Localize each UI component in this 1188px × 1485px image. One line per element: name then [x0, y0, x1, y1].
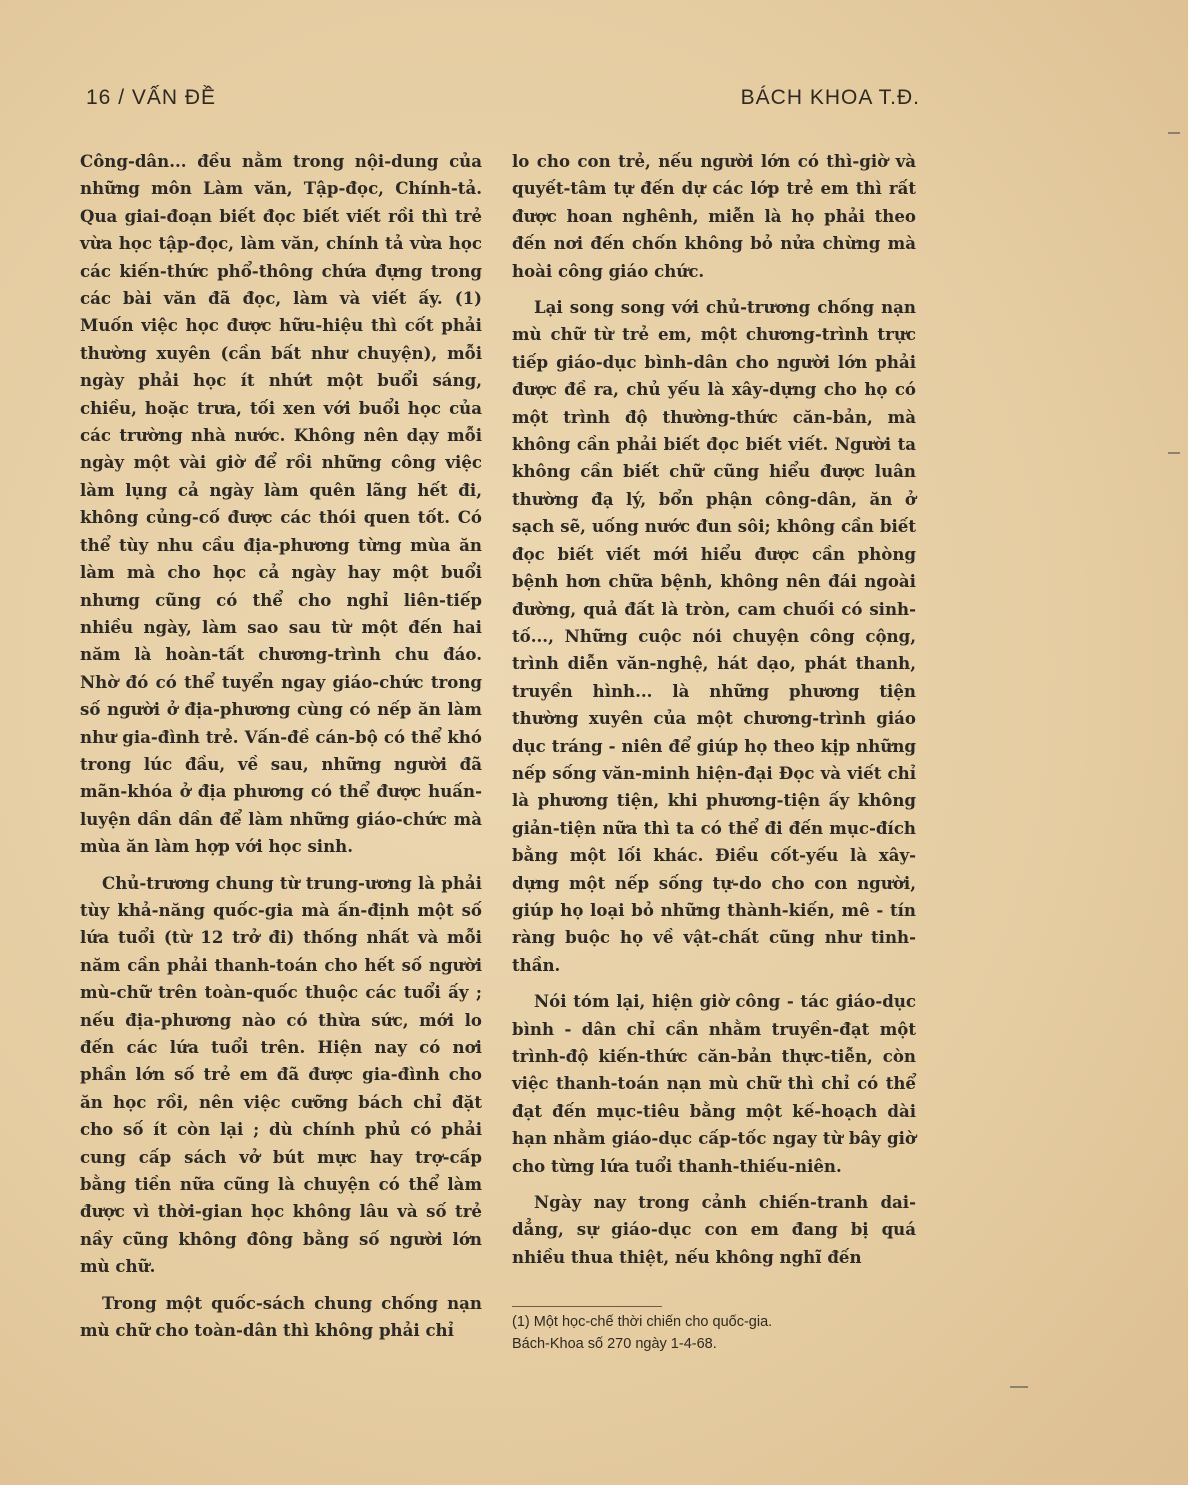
header-page-section: 16 / VẤN ĐỀ: [86, 86, 217, 109]
paragraph: lo cho con trẻ, nếu người lớn có thì-giờ và quyết-tâm tự đến dự các lớp trẻ em thì rất được hoan nghênh, miễn là họ phải theo đến nơi đến chốn không bỏ nửa chừng mà hoài công giáo chức.: [512, 151, 916, 281]
paragraph: Lại song song với chủ-trương chống nạn mù chữ từ trẻ em, một chương-trình trực tiếp giáo-dục bình-dân cho người lớn phải được đề ra, chủ yếu là xây-dựng cho họ có một trình độ thường-thức căn-bản, mà không cần phải biết đọc biết viết. Người ta không cần biết chữ cũng hiểu được luân thường đạ lý, bổn phận công-dân, ăn ở sạch sẽ, uống nước đun sôi; không cần biết đọc biết viết mới hiểu được cần phòng bệnh hơn chữa bệnh, không nên đái ngoài đường, quả đất là tròn, cam chuối có sinh-tố..., Những cuộc nói chuyện công cộng, trình diễn văn-nghệ, hát dạo, phát thanh, truyền hình... là những phương tiện thường xuyên của một chương-trình giáo dục tráng - niên để giúp họ theo kịp những nếp sống văn-minh hiện-đại Đọc và viết chỉ là phương tiện, khi phương-tiện ấy không giản-tiện nữa thì ta có thể đi đến mục-đích bằng một lối khác. Điều cốt-yếu là xây-dựng một nếp sống tự-do cho con người, giúp họ loại bỏ những thành-kiến, mê - tín ràng buộc họ về vật-chất cũng như tinh-thần.: [512, 297, 916, 975]
paragraph: Nói tóm lại, hiện giờ công - tác giáo-dục bình - dân chỉ cần nhằm truyền-đạt một trình-độ kiến-thức căn-bản thực-tiễn, còn việc thanh-toán nạn mù chữ thì chỉ có thể đạt đến mục-tiêu bằng một kế-hoạch dài hạn nhằm giáo-dục cấp-tốc ngay từ bây giờ cho từng lứa tuổi thanh-thiếu-niên.: [512, 991, 916, 1176]
footnote: [512, 1306, 916, 1355]
footnote-line: Bách-Khoa số 270 ngày 1-4-68.: [512, 1336, 717, 1352]
footnote-line: (1) Một học-chế thời chiến cho quốc-gia.: [512, 1314, 773, 1330]
paragraph: Trong một quốc-sách chung chống nạn mù chữ cho toàn-dân thì không phải chỉ: [80, 1292, 482, 1341]
paragraph: Ngày nay trong cảnh chiến-tranh dai-dẳng, sự giáo-dục con em đang bị quá nhiều thua thiệt, nếu không nghĩ đến: [512, 1192, 916, 1267]
scan-edge-mark: [1168, 132, 1180, 134]
footnote-rule: [512, 1306, 662, 1307]
header-journal-title: BÁCH KHOA T.Đ.: [740, 86, 920, 109]
scan-edge-mark: [1168, 452, 1180, 454]
paragraph: Công-dân... đều nằm trong nội-dung của những môn Làm văn, Tập-đọc, Chính-tả. Qua giai-đoạn biết đọc biết viết rồi thì trẻ vừa học tập-đọc, làm văn, chính tả vừa học các kiến-thức phổ-thông chứa đựng trong các bài văn đã đọc, làm và viết ấy. (1) Muốn việc học được hữu-hiệu thì cốt phải thường xuyên (cần bất như chuyện), mỗi ngày phải học ít nhứt một buổi sáng, chiều, hoặc trưa, tối xen với buổi học của các trường nhà nước. Không nên dạy mỗi ngày một vài giờ để rồi những công việc làm lụng cả ngày làm quên lãng hết đi, không củng-cố được các thói quen tốt. Có thể tùy nhu cầu địa-phương từng mùa ăn làm mà cho học cả ngày hay một buổi nhưng cũng có thể cho nghỉ liên-tiếp nhiều ngày, làm sao sau từ một đến hai năm là hoàn-tất chương-trình chu đáo. Nhờ đó có thể tuyển ngay giáo-chức trong số người ở địa-phương cùng có nếp ăn làm như gia-đình trẻ. Vấn-đề cán-bộ có thể khó trong lúc đầu, về sau, những người đã mãn-khóa ở địa phương có thể được huấn-luyện dần dần để làm những giáo-chức mà mùa ăn làm hợp với học sinh.: [80, 151, 482, 857]
right-column: [512, 148, 916, 1271]
scan-edge-mark: [1010, 1386, 1028, 1388]
left-column: [80, 148, 482, 1344]
running-header: [86, 86, 920, 118]
paragraph: Chủ-trương chung từ trung-ương là phải tùy khả-năng quốc-gia mà ấn-định một số lứa tuổi (từ 12 trở đi) thống nhất và mỗi năm cần phải thanh-toán cho hết số người mù-chữ trên toàn-quốc thuộc các tuổi ấy ; nếu địa-phương nào có thừa sức, mới lo đến các lứa tuổi trên. Hiện nay có nơi phần lớn số trẻ em đã được gia-đình cho ăn học rồi, nên việc cưỡng bách chỉ đặt cho số ít còn lại ; dù chính phủ có phải cung cấp sách vở bút mực hay trợ-cấp bằng tiền nữa cũng là chuyện có thể làm được vì thời-gian học không lâu và số trẻ nầy cũng không đông bằng số người lớn mù chữ.: [80, 872, 482, 1277]
